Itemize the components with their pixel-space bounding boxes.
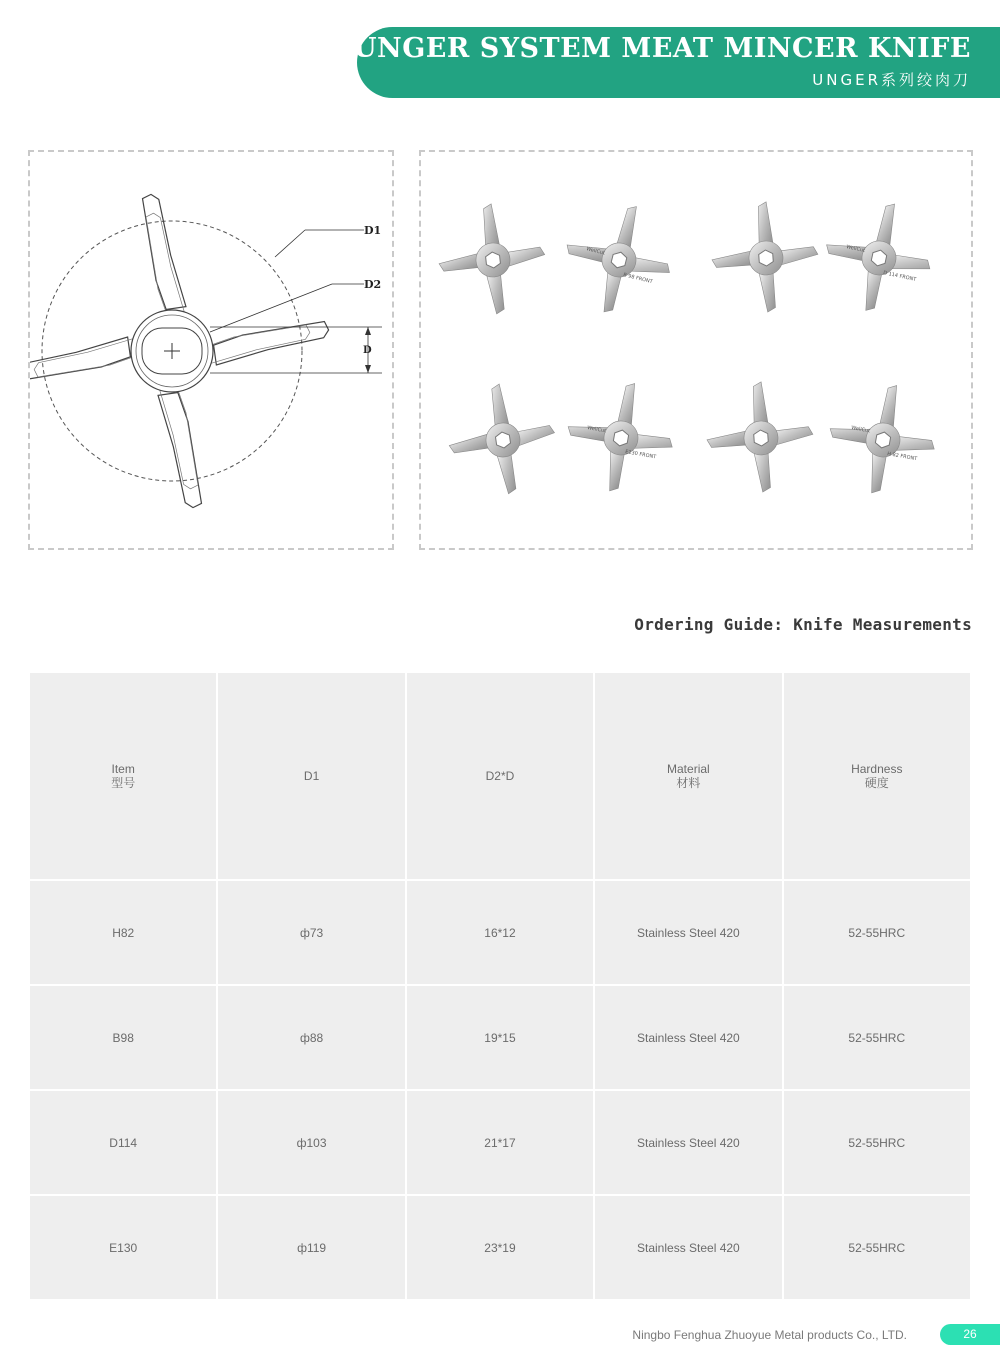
technical-drawing-panel bbox=[28, 150, 394, 550]
cell-d1: ф73 bbox=[218, 881, 404, 984]
d1-label: D1 bbox=[364, 224, 382, 237]
knife-product-photos bbox=[421, 152, 971, 548]
cell-d2-d: 19*15 bbox=[407, 986, 593, 1089]
cell-item: D114 bbox=[30, 1091, 216, 1194]
cell-d1: ф119 bbox=[218, 1196, 404, 1299]
svg-text:WellCut: WellCut bbox=[850, 425, 871, 435]
knife-photo-row-1 bbox=[433, 192, 941, 325]
knife-photo-row-2 bbox=[442, 373, 944, 502]
table-row bbox=[30, 986, 970, 1089]
d-label: D bbox=[363, 345, 372, 356]
svg-text:WellCut: WellCut bbox=[585, 246, 606, 257]
ordering-guide-title: Ordering Guide: Knife Measurements bbox=[634, 615, 972, 634]
header-hardness: Hardness 硬度 bbox=[784, 673, 970, 879]
cell-hardness: 52-55HRC bbox=[784, 986, 970, 1089]
cell-material: Stainless Steel 420 bbox=[595, 1196, 781, 1299]
svg-text:E130 FRONT: E130 FRONT bbox=[624, 449, 657, 461]
table-header-row bbox=[30, 673, 970, 879]
header-item: Item 型号 bbox=[30, 673, 216, 879]
table-row bbox=[30, 1196, 970, 1299]
page-title: UNGER SYSTEM MEAT MINCER KNIFE bbox=[353, 33, 971, 64]
cell-material: Stainless Steel 420 bbox=[595, 986, 781, 1089]
footer-company-name: Ningbo Fenghua Zhuoyue Metal products Co., LTD. bbox=[632, 1328, 907, 1342]
svg-text:WellCut: WellCut bbox=[586, 425, 607, 435]
cell-d2-d: 23*19 bbox=[407, 1196, 593, 1299]
header-d2-d: D2*D bbox=[407, 673, 593, 879]
cell-item: B98 bbox=[30, 986, 216, 1089]
svg-text:WellCut: WellCut bbox=[845, 244, 866, 254]
knife-measurements-table bbox=[28, 671, 972, 1301]
cell-item: H82 bbox=[30, 881, 216, 984]
svg-text:B 98 FRONT: B 98 FRONT bbox=[622, 272, 654, 286]
cell-hardness: 52-55HRC bbox=[784, 1196, 970, 1299]
cell-material: Stainless Steel 420 bbox=[595, 1091, 781, 1194]
table-row bbox=[30, 881, 970, 984]
cell-d2-d: 16*12 bbox=[407, 881, 593, 984]
d2-label: D2 bbox=[364, 278, 382, 291]
page-number-badge: 26 bbox=[940, 1324, 1000, 1345]
product-photo-panel bbox=[419, 150, 973, 550]
svg-text:D 114 FRONT: D 114 FRONT bbox=[882, 270, 917, 283]
page-subtitle: UNGER系列绞肉刀 bbox=[812, 71, 971, 89]
svg-text:H 82 FRONT: H 82 FRONT bbox=[886, 451, 918, 463]
cell-d1: ф88 bbox=[218, 986, 404, 1089]
header-banner bbox=[353, 27, 1000, 98]
cell-hardness: 52-55HRC bbox=[784, 881, 970, 984]
cell-d2-d: 21*17 bbox=[407, 1091, 593, 1194]
table-row bbox=[30, 1091, 970, 1194]
cell-item: E130 bbox=[30, 1196, 216, 1299]
header-material: Material 材料 bbox=[595, 673, 781, 879]
cell-d1: ф103 bbox=[218, 1091, 404, 1194]
header-d1: D1 bbox=[218, 673, 404, 879]
knife-technical-drawing bbox=[30, 152, 392, 548]
cell-hardness: 52-55HRC bbox=[784, 1091, 970, 1194]
cell-material: Stainless Steel 420 bbox=[595, 881, 781, 984]
